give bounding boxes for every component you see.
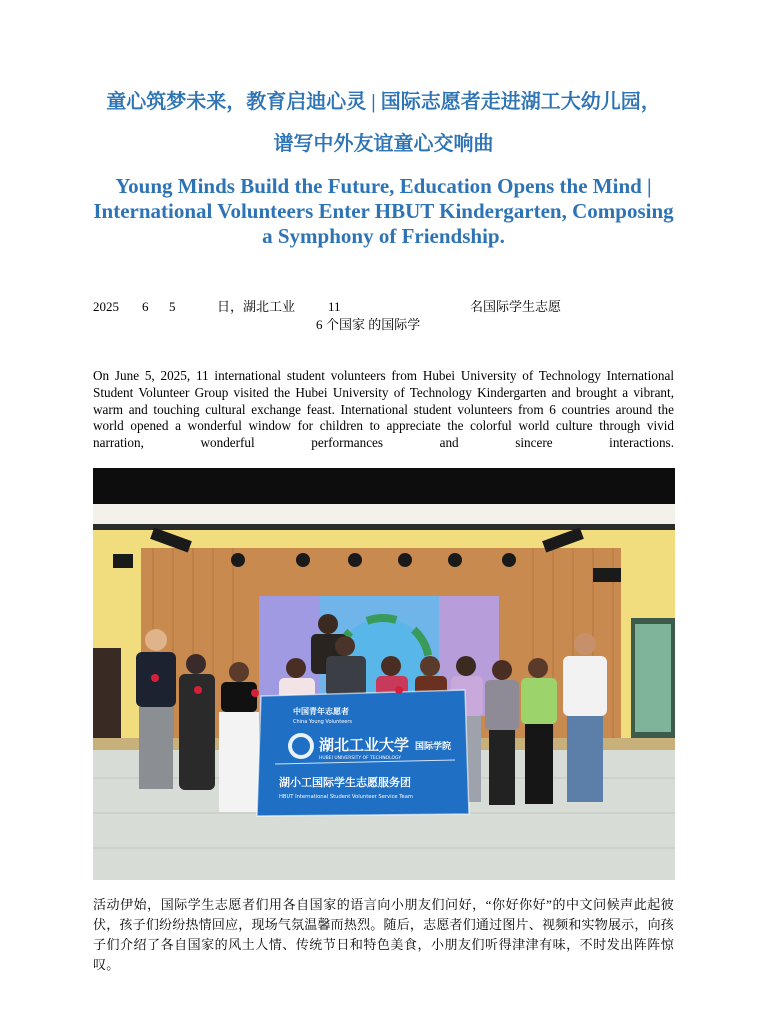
- title-cn-line1: 童心筑梦未来，教育启迪心灵 | 国际志愿者走进湖工大幼儿园，: [106, 91, 661, 113]
- banner-team-en: HBUT International Student Volunteer Service Team: [279, 794, 413, 800]
- dateline-month: 6: [142, 299, 149, 314]
- title-cn-line2: 谱写中外友谊童心交响曲: [273, 133, 494, 155]
- dateline-count: 11: [328, 299, 341, 314]
- body-cn-paragraph: 活动伊始，国际学生志愿者们用各自国家的语言向小朋友们问好，“你好你好”的中文问候声此起彼伏，孩子们纷纷热情回应，现场气氛温馨而热烈。随后，志愿者们通过图片、视频和实物展示，向孩子们介绍了各自国家的风土人情、传统节日和特色美食，小朋友们听得津津有味，不时发出阵阵惊叹。: [93, 897, 674, 972]
- banner-university-en: HUBEI UNIVERSITY OF TECHNOLOGY: [319, 756, 401, 761]
- dateline-year: 2025: [93, 299, 119, 314]
- banner-badge-text: 中国青年志愿者: [293, 707, 349, 716]
- dateline-line2-text: 个国家 的国际学: [326, 317, 421, 332]
- dateline-seg-a: 日，湖北工业: [217, 299, 296, 314]
- title-en: Young Minds Build the Future, Education Opens the Mind | International Volunteers Enter HBUT Kindergarten, Composing a Symphony of Friendship.: [93, 174, 674, 248]
- body-en-paragraph: On June 5, 2025, 11 international student volunteers from Hubei University of Technology International Student Volunteer Group visited the Hubei University of Technology Kindergarten and brought a vibrant, warm and touching cultural exchange feast. International student volunteers from 6 countries around the world opened a wonderful window for children to appreciate the colorful world culture through vivid narration, wonderful performances and sincere interactions.: [93, 368, 674, 451]
- banner-badge-sub: China Young Volunteers: [293, 719, 353, 725]
- banner-school-cn: 国际学院: [415, 742, 452, 752]
- banner-team-cn: 湖小工国际学生志愿服务团: [279, 776, 411, 789]
- dateline-line2-num: 6: [316, 317, 323, 332]
- dateline-day: 5: [169, 299, 176, 314]
- group-photo: [93, 468, 675, 880]
- dateline-seg-b: 名国际学生志愿: [470, 299, 562, 314]
- banner-university-cn: 湖北工业大学: [319, 736, 410, 754]
